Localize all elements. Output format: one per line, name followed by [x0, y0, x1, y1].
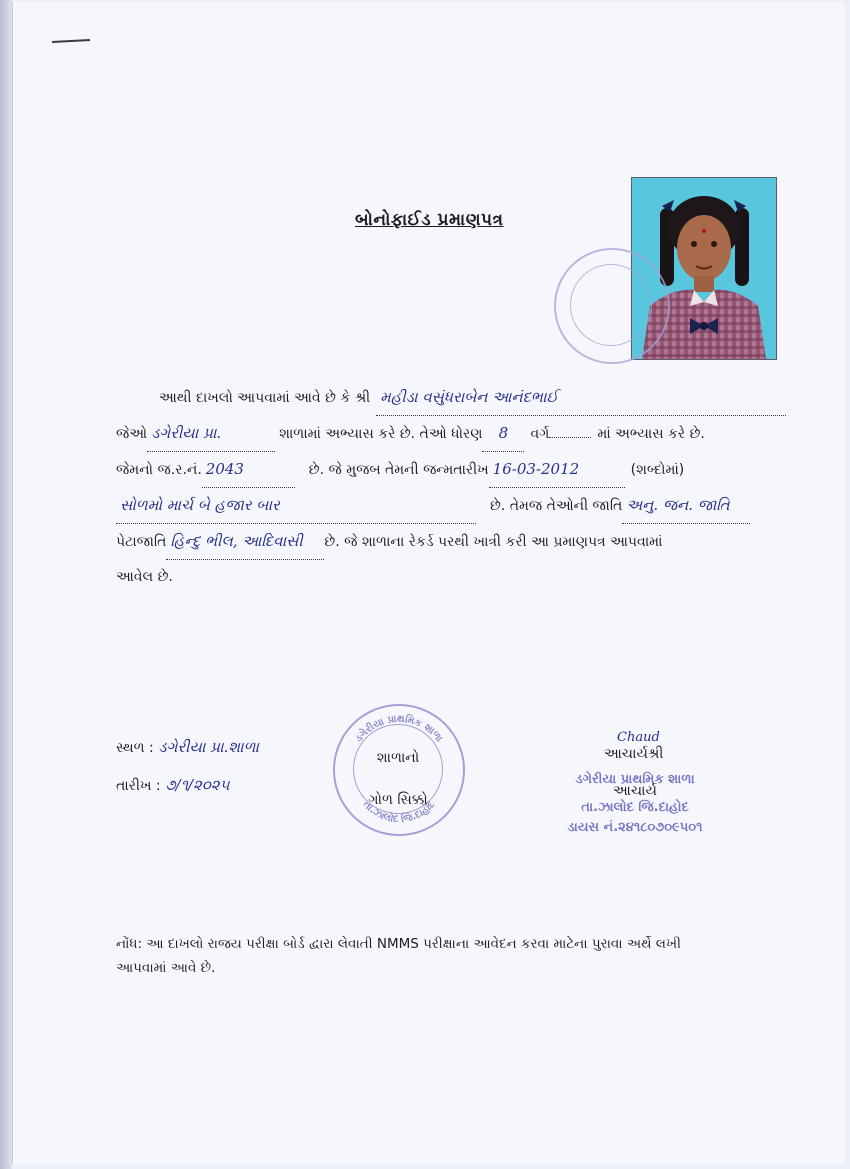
- place-row: [116, 738, 259, 756]
- date-row: [116, 776, 229, 794]
- place-label: સ્થળ :: [116, 740, 154, 756]
- principal-stamp-line1: ડગેરીયા પ્રાથમિક શાળા: [575, 772, 695, 787]
- line-3: [116, 452, 786, 488]
- line-2: [116, 416, 786, 452]
- principal-stamp-line3: ડાયસ નં.૨૪૧૮૦૭૦૯૫૦૧: [567, 820, 703, 835]
- birth-date-words: સોળમો માર્ચ બે હજાર બાર: [116, 488, 476, 524]
- words-label: (શબ્દોમાં): [630, 462, 685, 478]
- date-value: ૭/૧/૨૦૨૫: [165, 776, 230, 794]
- register-number: 2043: [202, 452, 295, 488]
- scan-edge: [0, 0, 12, 1169]
- caste-label: છે. તેમજ તેઓની જાતિ: [490, 498, 623, 514]
- line2-prefix: જેઓ: [116, 426, 148, 442]
- caste-value: અનુ. જન. જાતિ: [622, 488, 750, 524]
- certificate-body: [116, 380, 786, 595]
- line-5: [116, 524, 786, 560]
- subcaste-value: હિન્દુ ભીલ, આદિવાસી: [166, 524, 324, 560]
- line2-end: માં અભ્યાસ કરે છે.: [597, 426, 705, 442]
- footnote: [116, 932, 756, 980]
- principal-stamp: [530, 770, 740, 838]
- line-4: [116, 488, 786, 524]
- footnote-line1: નોંધ: આ દાખલો રાજય પરીક્ષા બોર્ડ દ્વારા લેવાતી NMMS પરીક્ષાના આવેદન કરવા માટેના પુરાવા અર્થે લખી: [116, 936, 681, 952]
- line-1: [116, 380, 786, 416]
- line5-end: છે. જે શાળાના રેકર્ડ પરથી ખાત્રી કરી આ પ્રમાણપત્ર આપવામાં: [324, 534, 663, 550]
- seal-bottom-text: તા.ઝાલોદ જિ.દાહોદ: [360, 799, 438, 826]
- line-6: [116, 560, 786, 595]
- subcaste-label: પેટાજાતિ: [116, 534, 167, 550]
- seal-caption: [353, 737, 443, 821]
- seal-caption-line1: શાળાનો: [376, 750, 420, 766]
- photo-attest-stamp: [554, 248, 670, 364]
- principal-title: આચાર્યશ્રી: [604, 746, 664, 762]
- standard-value: 8: [482, 416, 524, 452]
- seal-top-text: ડગેરીયા પ્રાથમિક શાળા: [353, 713, 445, 745]
- principal-stamp-line2: તા.ઝાલોદ જિ.દાહોદ: [581, 800, 689, 815]
- principal-title2: આચાર્ય: [613, 783, 657, 799]
- principal-signature: Chaud: [617, 730, 660, 745]
- place-value: ડગેરીયા પ્રા.શાળા: [158, 738, 259, 756]
- line2-mid: શાળામાં અભ્યાસ કરે છે. તેઓ ધોરણ: [279, 426, 483, 442]
- division-label: વર્ગ: [530, 426, 550, 442]
- certificate-title: બોનોફાઈડ પ્રમાણપત્ર: [355, 210, 504, 230]
- division-value: [549, 437, 591, 438]
- footnote-line2: આપવામાં આવે છે.: [116, 960, 216, 976]
- seal-caption-line2: ગોળ સિક્કો: [368, 792, 428, 808]
- intro-text: આથી દાખલો આપવામાં આવે છે કે શ્રી: [159, 390, 371, 406]
- line3-mid: છે. જે મુજબ તેમની જન્મતારીખ: [308, 462, 489, 478]
- date-label: તારીખ :: [116, 778, 161, 794]
- line6-text: આવેલ છે.: [116, 569, 173, 585]
- birth-date: 16-03-2012: [489, 452, 625, 488]
- register-label: જેમનો જ.ર.નં.: [116, 462, 202, 478]
- student-name: મહીડા વસુંધરાબેન આનંદભાઈ: [376, 380, 786, 416]
- school-name: ડગેરીયા પ્રા.: [147, 416, 275, 452]
